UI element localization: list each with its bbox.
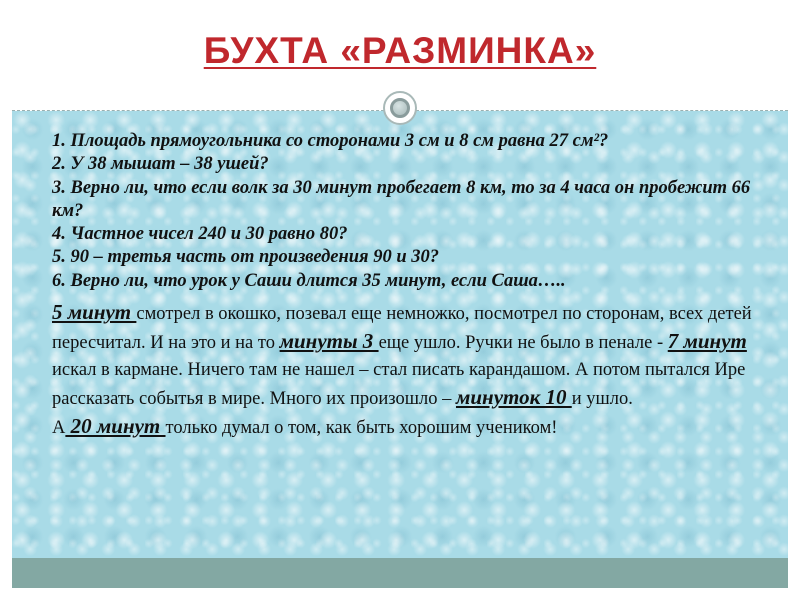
highlight-3-minutes: минуты 3 — [279, 329, 379, 354]
story-text-4: и ушло. — [571, 389, 633, 410]
highlight-20-minutes: 20 минут — [65, 414, 166, 439]
story-text-5: А — [52, 418, 66, 439]
content-area — [52, 130, 772, 442]
circle-ornament-inner — [390, 98, 410, 118]
question-4: 4. Частное чисел 240 и 30 равно 80? — [52, 224, 348, 245]
question-2: 2. У 38 мышат – 38 ушей? — [52, 154, 269, 175]
story-paragraph — [52, 299, 772, 442]
question-3: 3. Верно ли, что если волк за 30 минут пробегает 8 км, то за 4 часа он пробежит 66 км? — [52, 177, 751, 221]
question-5: 5. 90 – третья часть от произведения 90 и 30? — [52, 247, 439, 268]
story-text-1: смотрел в окошко, позевал еще немножко, посмотрел по сторонам, всех детей пересчитал. И на это и на то — [52, 304, 752, 354]
story-text-2: еще ушло. Ручки не было в пенале - — [378, 333, 668, 354]
slide-title: БУХТА «РАЗМИНКА» — [203, 30, 597, 71]
highlight-5-minutes: 5 минут — [52, 300, 137, 325]
story-text-3: искал в кармане. Ничего там не нашел – стал писать карандашом. А потом пытался Ире рассказать событья в мире. Много их произошло – — [52, 360, 746, 410]
highlight-10-minutes: минуток 10 — [455, 385, 572, 410]
highlight-7-minutes: 7 минут — [667, 329, 747, 354]
circle-ornament-icon — [383, 91, 417, 125]
question-1: 1. Площадь прямоугольника со сторонами 3 см и 8 см равна 27 см²? — [52, 131, 609, 151]
story-text-6: только думал о том, как быть хорошим учеником! — [165, 418, 558, 439]
footer-band — [12, 558, 788, 588]
question-6: 6. Верно ли, что урок у Саши длится 35 минут, если Саша….. — [52, 270, 566, 291]
